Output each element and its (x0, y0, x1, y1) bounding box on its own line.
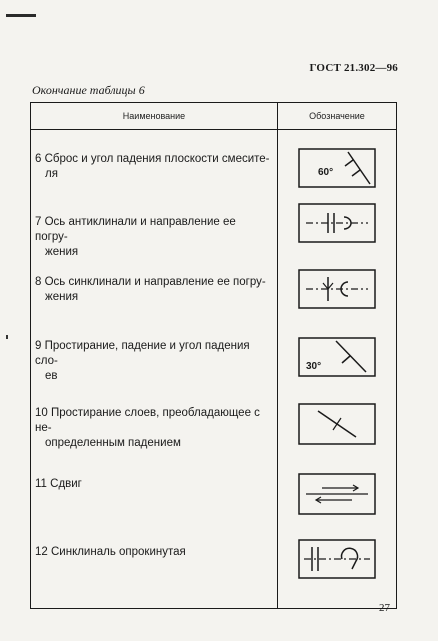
dip-angle-label: 30° (306, 360, 322, 372)
document-code: ГОСТ 21.302—96 (309, 62, 398, 74)
dip-angle-label: 60° (318, 167, 334, 178)
row-label-line: 8 Ось синклинали и направление ее погру- (35, 275, 266, 288)
anticline-axis-icon (298, 203, 376, 243)
scan-artifact (6, 14, 36, 17)
symbol-cell (278, 197, 397, 265)
symbol-cell (278, 469, 397, 537)
row-label (31, 469, 278, 537)
row-label (31, 401, 278, 469)
row-label-line: 7 Ось антиклинали и направление ее погру- (35, 215, 236, 243)
row-label (31, 537, 278, 609)
symbols-table (30, 102, 397, 609)
strike-undetermined-icon (298, 403, 376, 445)
row-label-line: 11 Сдвиг (35, 477, 82, 490)
row-label-line: ля (45, 168, 58, 180)
symbol-cell (278, 537, 397, 609)
table-header-row (31, 103, 397, 130)
shear-icon (298, 473, 376, 515)
table-row (31, 401, 397, 469)
row-label-line: жения (45, 290, 79, 303)
table-row (31, 130, 397, 197)
table-row (31, 537, 397, 609)
symbol-cell (278, 130, 397, 197)
symbol-cell (278, 401, 397, 469)
column-header-symbol: Обозначение (278, 103, 397, 130)
row-label-line: 6 Сброс и угол падения плоскости смесите- (35, 153, 270, 165)
row-label-line: определенным падением (45, 436, 181, 449)
row-label-line: жения (45, 245, 79, 258)
overturned-syncline-icon (298, 539, 376, 579)
syncline-axis-icon (298, 269, 376, 309)
row-label-line: ев (45, 369, 58, 382)
table-row (31, 469, 397, 537)
fault-dip-icon (298, 148, 376, 188)
table-caption: Окончание таблицы 6 (32, 83, 145, 97)
column-header-name: Наименование (31, 103, 278, 130)
symbol-cell (278, 333, 397, 401)
table-row (31, 197, 397, 265)
row-label-line: 9 Простирание, падение и угол падения сло- (35, 339, 250, 367)
strike-dip-icon (298, 337, 376, 377)
row-label (31, 333, 278, 401)
row-label (31, 265, 278, 333)
table-row (31, 333, 397, 401)
row-label (31, 130, 278, 197)
row-label (31, 197, 278, 265)
row-label-line: 12 Синклиналь опрокинутая (35, 545, 186, 558)
scan-artifact (6, 335, 8, 339)
row-label-line: 10 Простирание слоев, преобладающее с не- (35, 406, 260, 434)
symbol-cell (278, 265, 397, 333)
page-number: 27 (379, 602, 390, 614)
table-row (31, 265, 397, 333)
